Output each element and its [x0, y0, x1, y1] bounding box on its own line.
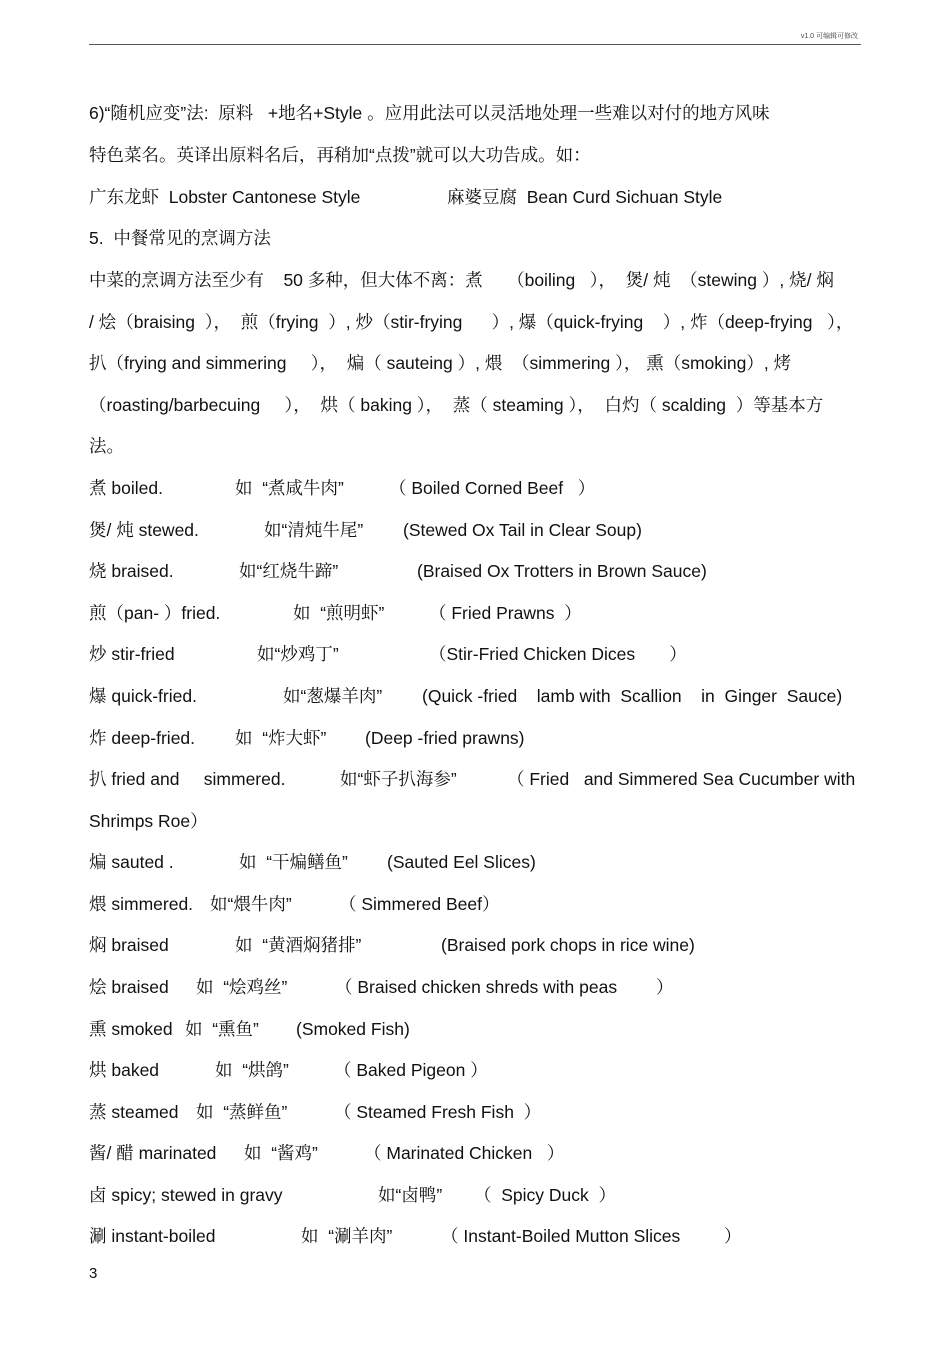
method-example: 如“卤鸭” [378, 1185, 443, 1205]
method-example: 如 “煎明虾” [293, 603, 385, 623]
method-english: （ Steamed Fresh Fish ） [334, 1102, 542, 1122]
method-english: (Braised pork chops in rice wine) [441, 935, 695, 955]
method-english: （ Boiled Corned Beef ） [389, 478, 596, 498]
method-term: 煸 sauted . [89, 852, 174, 872]
method-english: (Smoked Fish) [296, 1019, 410, 1039]
method-term: 煮 boiled. [89, 478, 163, 498]
header-rule [89, 44, 861, 45]
paragraph-line: / 烩（braising ）， 煎（frying ）, 炒（stir-frying ）, 爆（quick-frying ）, 炸（deep-frying ）， [89, 312, 854, 332]
method-english: （ Fried and Simmered Sea Cucumber with [507, 769, 856, 789]
method-example: 如 “煮咸牛肉” [235, 478, 344, 498]
paragraph-line: 法。 [89, 436, 124, 456]
method-english: （Stir-Fried Chicken Dices ） [429, 644, 687, 664]
method-term: 炒 stir-fried [89, 644, 175, 664]
method-term: 蒸 steamed [89, 1102, 179, 1122]
method-term: 煎（pan- ）fried. [89, 603, 221, 623]
method-term: Shrimps Roe） [89, 811, 208, 831]
method-example: 如“清炖牛尾” [264, 520, 364, 540]
method-example: 如“红烧牛蹄” [239, 561, 339, 581]
method-english: （ Fried Prawns ） [429, 603, 582, 623]
method-example: 如 “炸大虾” [235, 728, 327, 748]
paragraph-line: （roasting/barbecuing ）， 烘（ baking ）， 蒸（ steaming ）， 白灼（ scalding ）等基本方 [89, 395, 824, 415]
method-example: 如 “黄酒焖猪排” [235, 935, 362, 955]
method-example: 如“虾子扒海参” [340, 769, 457, 789]
method-example: 如 “涮羊肉” [301, 1226, 393, 1246]
method-term: 熏 smoked [89, 1019, 173, 1039]
method-term: 爆 quick-fried. [89, 686, 197, 706]
method-english: （ Spicy Duck ） [474, 1185, 616, 1205]
method-english: (Stewed Ox Tail in Clear Soup) [403, 520, 642, 540]
method-term: 酱/ 醋 marinated [89, 1143, 217, 1163]
method-term: 烧 braised. [89, 561, 174, 581]
page-number: 3 [89, 1265, 98, 1282]
method-english: （ Baked Pigeon ） [334, 1060, 488, 1080]
method-term: 烩 braised [89, 977, 169, 997]
method-english: （ Simmered Beef） [339, 894, 500, 914]
paragraph-line: 扒（frying and simmering ）， 煸（ sauteing ）, 煨 （simmering ）， 熏（smoking）, 烤 [89, 353, 792, 373]
example-sichuan: 麻婆豆腐 Bean Curd Sichuan Style [447, 187, 723, 207]
method-example: 如 “烩鸡丝” [196, 977, 288, 997]
method-example: 如 “酱鸡” [244, 1143, 318, 1163]
method-term: 煨 simmered. [89, 894, 194, 914]
method-english: (Braised Ox Trotters in Brown Sauce) [417, 561, 707, 581]
method-term: 炸 deep-fried. [89, 728, 196, 748]
method-example: 如“炒鸡丁” [257, 644, 339, 664]
method-term: 扒 fried and simmered. [89, 769, 286, 789]
method-english: （ Instant-Boiled Mutton Slices ） [441, 1226, 742, 1246]
paragraph-line: 特色菜名。英译出原料名后，再稍加“点拨”就可以大功告成。如： [89, 145, 591, 165]
section-heading: 5. 中餐常见的烹调方法 [89, 228, 271, 248]
method-term: 涮 instant-boiled [89, 1226, 216, 1246]
method-english: (Sauted Eel Slices) [387, 852, 536, 872]
method-english: （ Marinated Chicken ） [364, 1143, 565, 1163]
method-example: 如“葱爆羊肉” [283, 686, 383, 706]
method-example: 如 “熏鱼” [185, 1019, 259, 1039]
method-example: 如 “蒸鲜鱼” [196, 1102, 288, 1122]
method-row [89, 810, 208, 854]
header-version: v1.0 可编辑可修改 [800, 33, 858, 40]
method-term: 焖 braised [89, 935, 169, 955]
method-english: （ Braised chicken shreds with peas ） [335, 977, 674, 997]
method-term: 卤 spicy; stewed in gravy [89, 1185, 283, 1205]
example-cantonese: 广东龙虾 Lobster Cantonese Style [89, 187, 361, 207]
method-english: (Deep -fried prawns) [365, 728, 525, 748]
method-example: 如 “烘鸽” [215, 1060, 289, 1080]
method-term: 煲/ 炖 stewed. [89, 520, 199, 540]
method-term: 烘 baked [89, 1060, 160, 1080]
method-example: 如 “干煸鳝鱼” [239, 852, 348, 872]
method-english: (Quick -fried lamb with Scallion in Ginger Sauce) [422, 686, 843, 706]
paragraph-line: 中菜的烹调方法至少有 50 多种，但大体不离：煮 （boiling ）， 煲/ 炖 （stewing ）, 烧/ 焖 [89, 270, 834, 290]
method-example: 如“煨牛肉” [210, 894, 292, 914]
paragraph-line: 6)“随机应变”法: 原料 +地名+Style 。应用此法可以灵活地处理一些难以对付的地方风味 [89, 103, 770, 123]
